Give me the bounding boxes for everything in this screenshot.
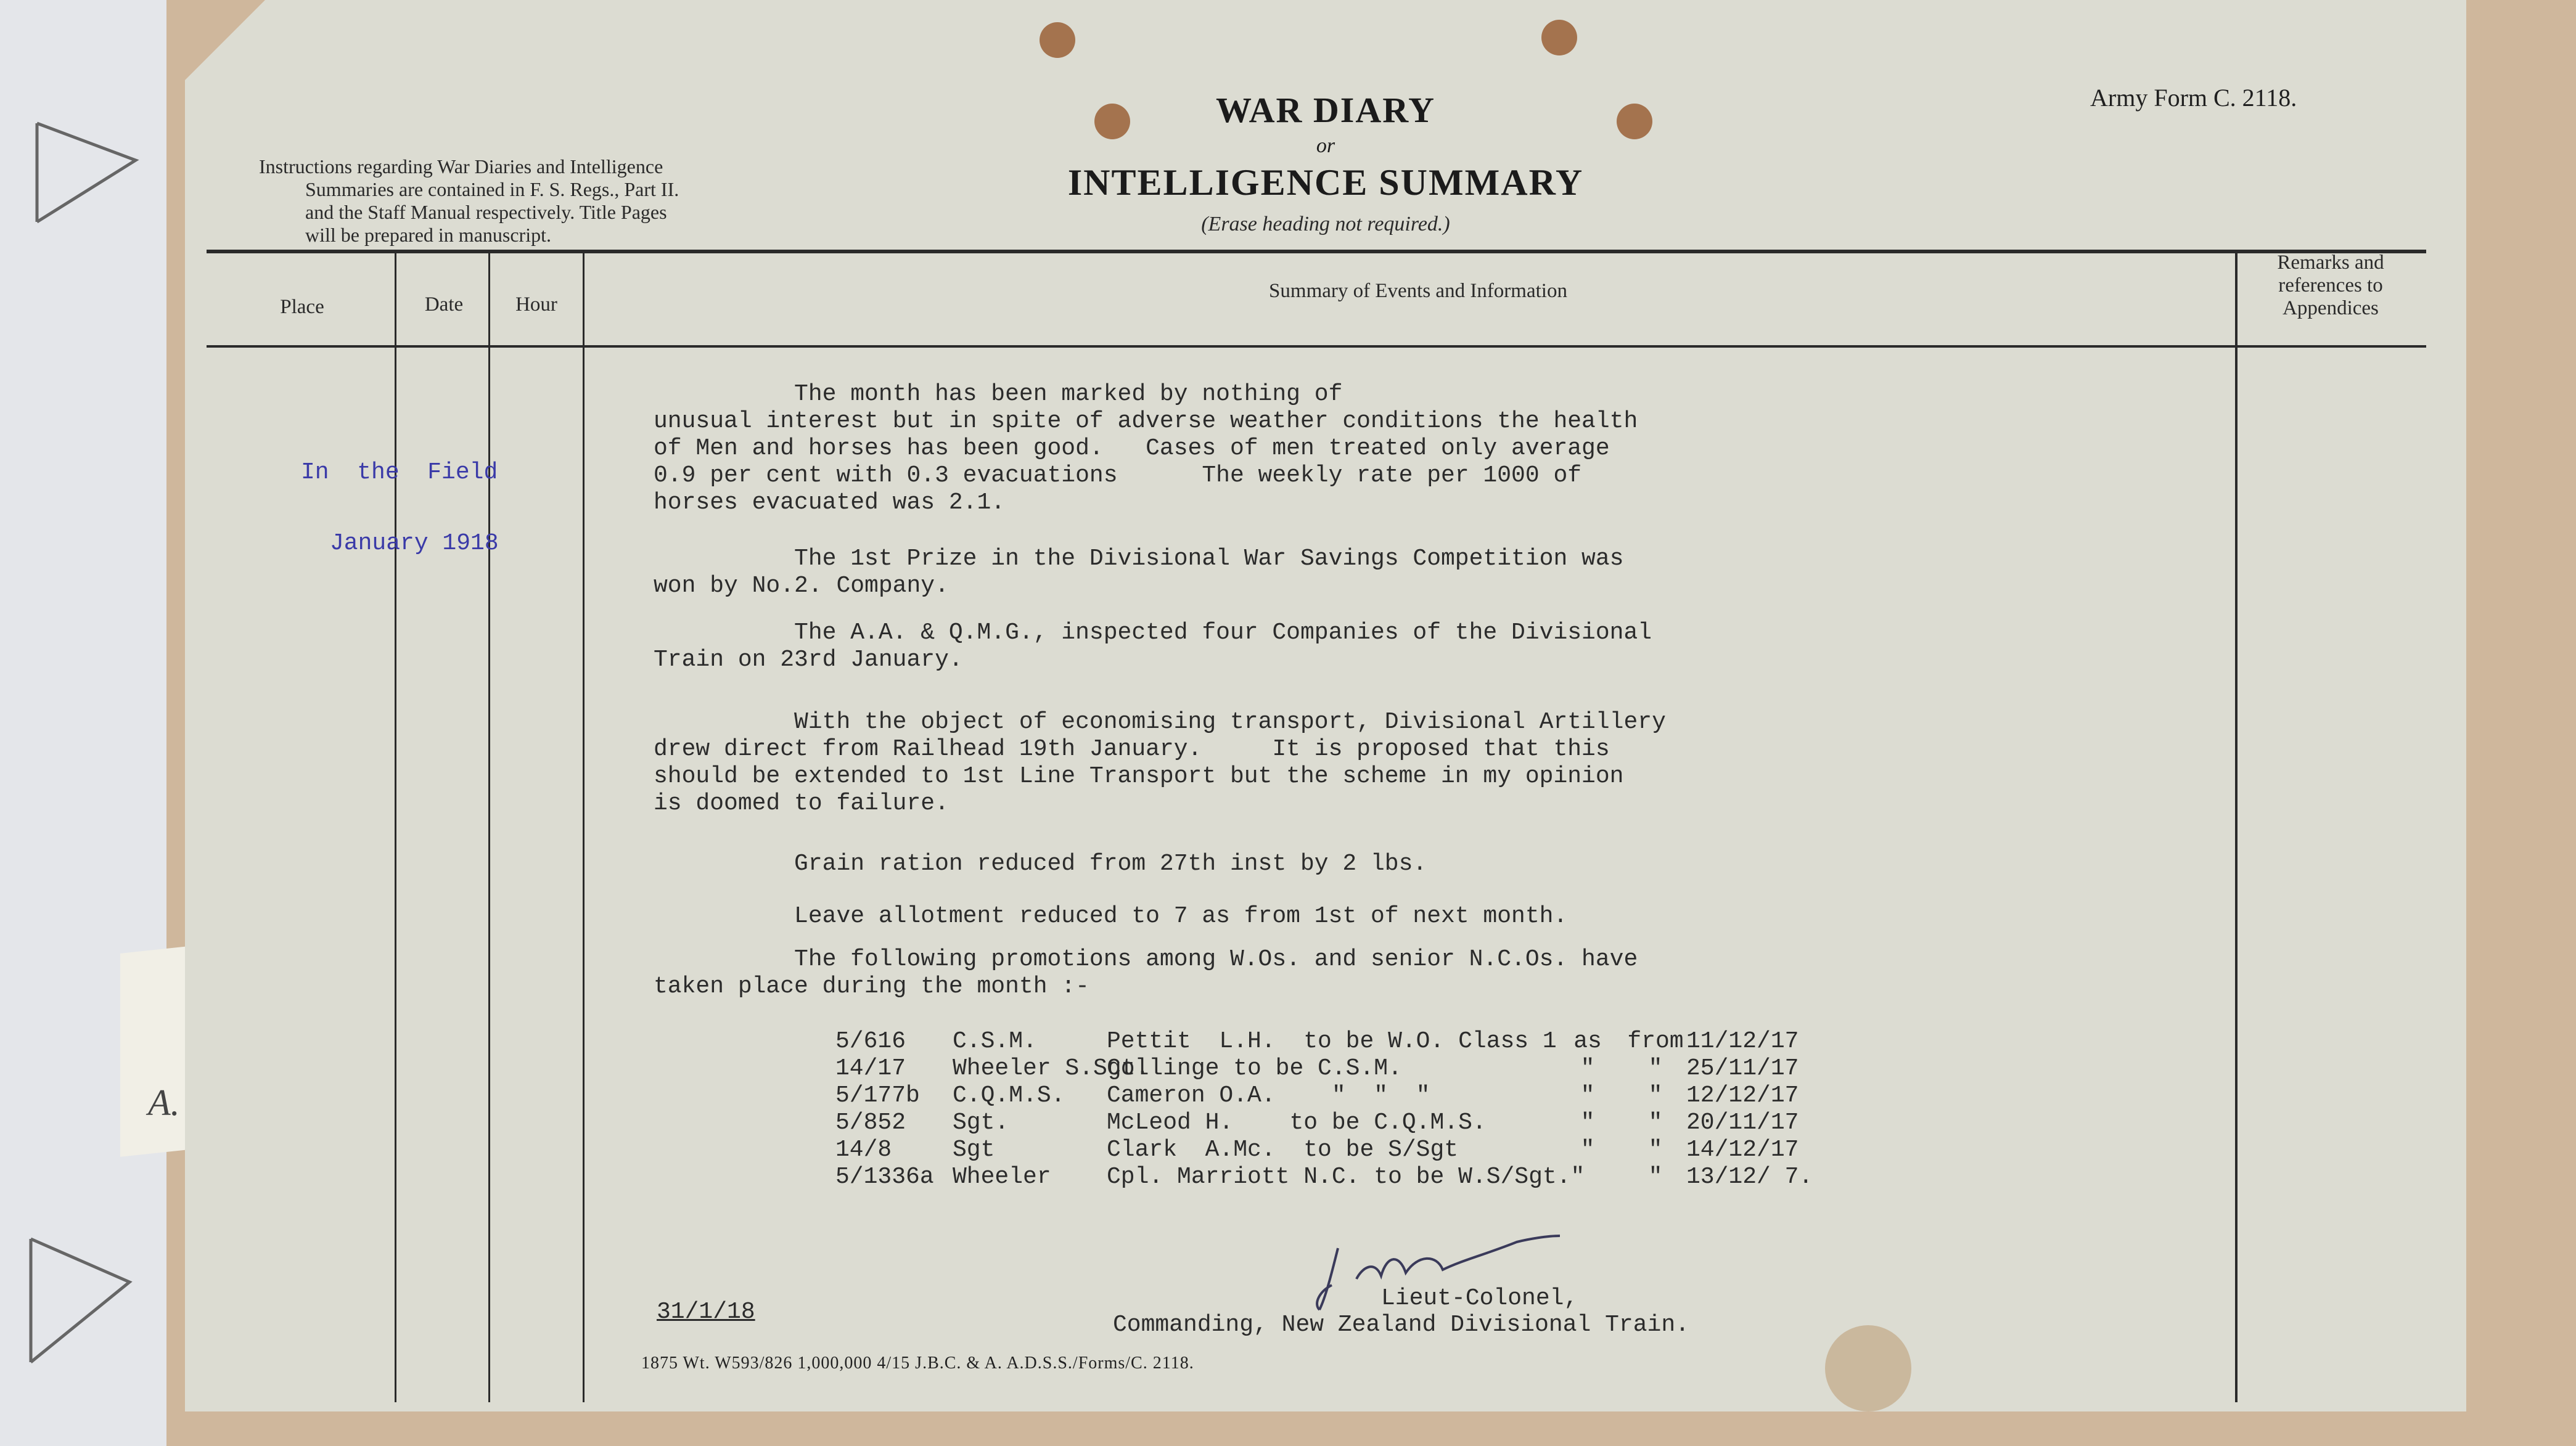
remarks-line: Appendices — [2283, 297, 2379, 319]
signature-rank: Lieut-Colonel, — [1381, 1285, 1578, 1312]
promotion-date: 11/12/17 — [1686, 1028, 1799, 1055]
summary-line: The A.A. & Q.M.G., inspected four Companies of the Divisional — [654, 619, 1652, 646]
promotion-row — [835, 1082, 1847, 1109]
promotion-row — [835, 1055, 1847, 1082]
triangle-mark-icon — [18, 1233, 142, 1368]
instructions-line: Instructions regarding War Diaries and Intelligence — [259, 155, 663, 178]
summary-line: 0.9 per cent with 0.3 evacuations The weekly rate per 1000 of — [654, 462, 1582, 489]
paper-corner — [185, 0, 265, 80]
date-signed: 31/1/18 — [657, 1299, 755, 1325]
promotion-date: 13/12/ 7. — [1686, 1164, 1813, 1190]
summary-line: horses evacuated was 2.1. — [654, 489, 1006, 516]
form-footer: 1875 Wt. W593/826 1,000,000 4/15 J.B.C. & A. A.D.S.S./Forms/C. 2118. — [641, 1354, 1194, 1373]
summary-line: The 1st Prize in the Divisional War Savings Competition was — [654, 545, 1624, 572]
paper-stain — [1825, 1325, 1911, 1411]
army-form-number: Army Form C. 2118. — [2090, 84, 2297, 112]
summary-line: Grain ration reduced from 27th inst by 2 lbs. — [654, 851, 1427, 877]
promotion-no: 5/1336a — [835, 1164, 934, 1190]
promotion-date: 14/12/17 — [1686, 1137, 1799, 1163]
column-header-remarks — [2238, 251, 2423, 320]
promotion-rank: C.Q.M.S. — [953, 1082, 1065, 1109]
promotion-no: 14/8 — [835, 1137, 892, 1163]
summary-line: The following promotions among W.Os. and senior N.C.Os. have — [654, 946, 1638, 973]
form-title-or: or — [1316, 134, 1335, 157]
entry-date: January 1918 — [330, 530, 499, 557]
promotion-name-action: Collinge to be C.S.M. — [1107, 1055, 1402, 1082]
summary-line: of Men and horses has been good. Cases of men treated only average — [654, 435, 1610, 462]
promotion-d2: from — [1627, 1028, 1684, 1055]
column-header-hour: Hour — [515, 293, 557, 316]
promotion-rank: Wheeler S.Sgt. — [953, 1055, 1150, 1082]
promotion-name-action: Cameron O.A. " " " — [1107, 1082, 1430, 1109]
promotion-rank: Wheeler — [953, 1164, 1051, 1190]
form-subtitle: INTELLIGENCE SUMMARY — [1067, 162, 1584, 203]
promotion-d1: " — [1580, 1082, 1595, 1109]
column-divider — [395, 250, 396, 1402]
promotion-d2: " — [1648, 1109, 1663, 1136]
promotion-date: 25/11/17 — [1686, 1055, 1799, 1082]
promotion-no: 5/177b — [835, 1082, 920, 1109]
promotion-row — [835, 1028, 1847, 1055]
promotion-d1: " — [1580, 1055, 1595, 1082]
promotion-row — [835, 1164, 1847, 1191]
promotion-no: 14/17 — [835, 1055, 906, 1082]
promotion-name-action: Pettit L.H. to be W.O. Class 1 — [1107, 1028, 1557, 1055]
table-header-rule — [207, 345, 2426, 348]
punch-hole — [1040, 22, 1075, 58]
instructions-line: Summaries are contained in F. S. Regs., Part II. — [305, 178, 679, 200]
instructions-line: will be prepared in manuscript. — [305, 224, 551, 246]
summary-line: unusual interest but in spite of adverse weather conditions the health — [654, 408, 1638, 435]
column-header-date: Date — [424, 293, 464, 316]
summary-line: taken place during the month :- — [654, 973, 1089, 1000]
form-instructions — [259, 155, 789, 247]
promotion-row — [835, 1109, 1847, 1137]
promotion-no: 5/616 — [835, 1028, 906, 1055]
summary-line: With the object of economising transport, Divisional Artillery — [654, 709, 1666, 735]
promotion-d2: " — [1648, 1137, 1663, 1163]
summary-line: should be extended to 1st Line Transport but the scheme in my opinion — [654, 763, 1624, 790]
signature-command: Commanding, New Zealand Divisional Train. — [1113, 1312, 1689, 1338]
summary-line: is doomed to failure. — [654, 790, 949, 817]
form-title-note: (Erase heading not required.) — [1201, 213, 1450, 235]
column-divider — [2235, 250, 2238, 1402]
promotion-d1: " — [1580, 1109, 1595, 1136]
remarks-line: Remarks and — [2277, 251, 2384, 274]
margin-mark: A. — [148, 1082, 180, 1123]
promotion-rank: Sgt — [953, 1137, 995, 1163]
summary-line: The month has been marked by nothing of — [654, 381, 1343, 407]
promotion-name-action: Cpl. Marriott N.C. to be W.S/Sgt." — [1107, 1164, 1585, 1190]
promotion-date: 20/11/17 — [1686, 1109, 1799, 1136]
column-divider — [583, 250, 585, 1402]
column-header-place: Place — [280, 296, 324, 318]
punch-hole — [1541, 20, 1577, 55]
promotion-name-action: McLeod H. to be C.Q.M.S. — [1107, 1109, 1487, 1136]
summary-line: Leave allotment reduced to 7 as from 1st of next month. — [654, 903, 1568, 929]
remarks-line: references to — [2278, 274, 2383, 296]
column-header-summary: Summary of Events and Information — [1269, 280, 1567, 302]
entry-place: In the Field — [301, 459, 498, 486]
promotion-d2: " — [1648, 1082, 1663, 1109]
promotion-name-action: Clark A.Mc. to be S/Sgt — [1107, 1137, 1459, 1163]
promotion-d1 — [1551, 1164, 1625, 1191]
instructions-line: and the Staff Manual respectively. Title Pages — [305, 201, 667, 223]
summary-line: won by No.2. Company. — [654, 573, 949, 599]
promotion-no: 5/852 — [835, 1109, 906, 1136]
promotion-rank: C.S.M. — [953, 1028, 1037, 1055]
promotions-list — [835, 1028, 1847, 1191]
table-top-rule — [207, 250, 2426, 253]
column-divider — [488, 250, 490, 1402]
promotion-d1: " — [1580, 1137, 1595, 1163]
promotion-row — [835, 1137, 1847, 1164]
promotion-d2: " — [1648, 1164, 1663, 1190]
triangle-mark-icon — [25, 117, 148, 228]
summary-line: Train on 23rd January. — [654, 647, 963, 673]
promotion-rank: Sgt. — [953, 1109, 1009, 1136]
promotion-d2: " — [1648, 1055, 1663, 1082]
promotion-date: 12/12/17 — [1686, 1082, 1799, 1109]
summary-line: drew direct from Railhead 19th January. It is proposed that this — [654, 736, 1610, 762]
promotion-d1: as — [1573, 1028, 1602, 1055]
form-title: WAR DIARY — [1216, 90, 1435, 130]
